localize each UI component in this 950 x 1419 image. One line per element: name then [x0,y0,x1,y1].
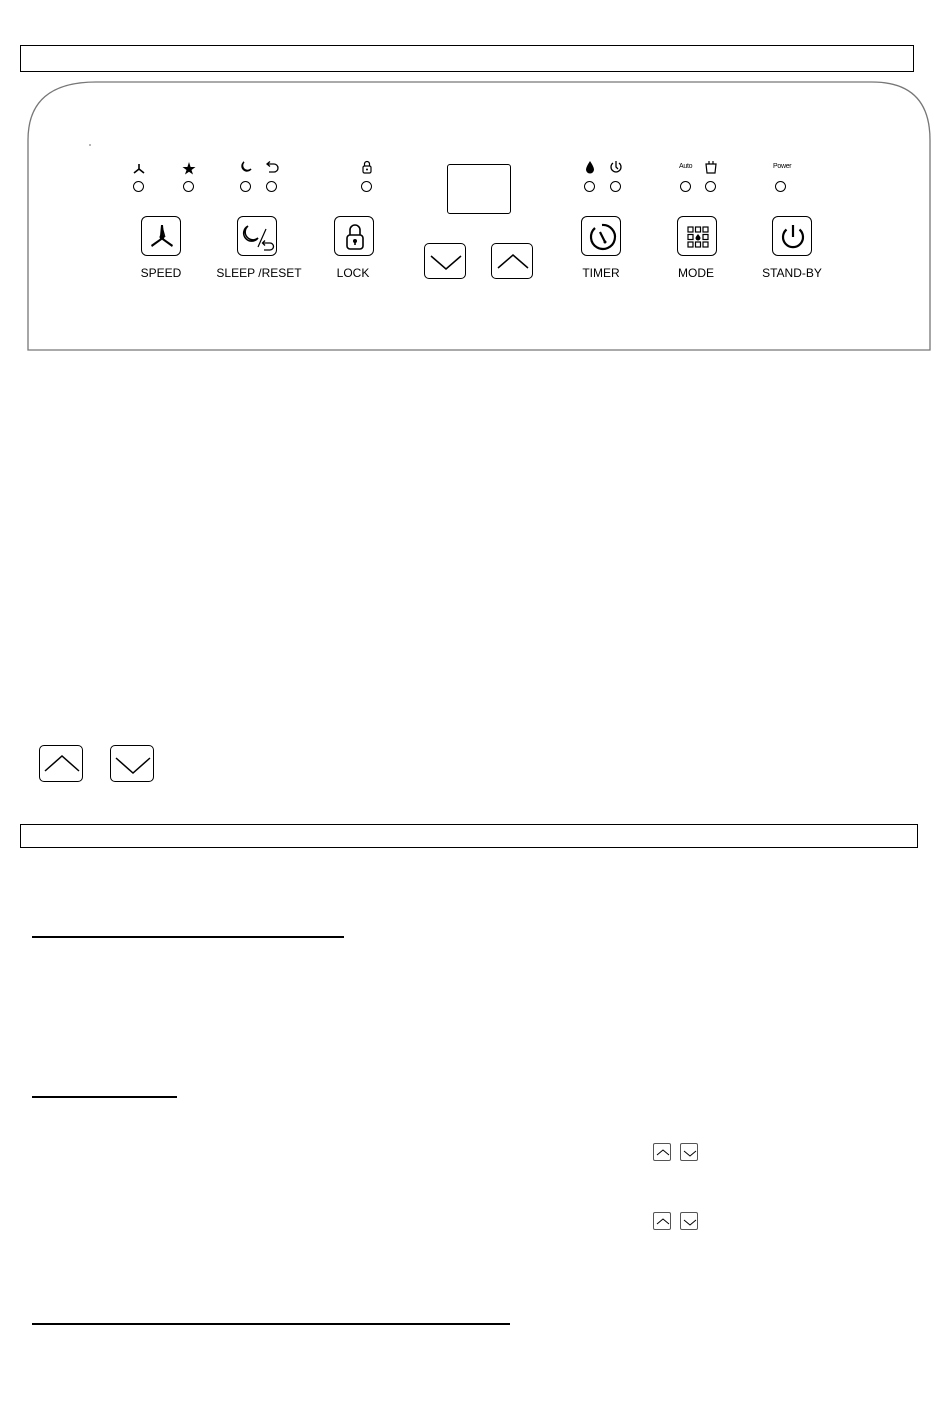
lock-button[interactable] [334,216,374,256]
chevron-up-icon [492,244,534,280]
laundry-icon [703,160,719,174]
chevron-down-icon [111,746,155,783]
water-drop-icon [582,160,598,174]
standby-button[interactable] [772,216,812,256]
timer-button[interactable] [581,216,621,256]
speed-low-led [133,181,144,192]
heading-underline-1 [32,936,344,938]
grid-icon [678,217,718,257]
auto-led [680,181,691,192]
reset-led [266,181,277,192]
speed-button-label: SPEED [140,266,182,280]
speed-high-led [183,181,194,192]
up-button[interactable] [491,243,533,279]
lock-button-label: LOCK [336,266,370,280]
chevron-down-icon [681,1213,699,1231]
lock-led [361,181,372,192]
inline-down-key-1 [680,1143,698,1161]
dehumidify-led [584,181,595,192]
standby-button-label: STAND-BY [762,266,822,280]
sleep-reset-button-label: SLEEP /RESET [216,266,302,280]
speed-button[interactable] [141,216,181,256]
inline-up-key-2 [653,1212,671,1230]
power-icon [773,217,813,257]
heading-underline-2 [32,1096,177,1098]
auto-indicator-label: Auto [679,163,693,170]
fan-icon [142,217,182,257]
sleep-reset-button[interactable] [237,216,277,256]
power-indicator-label: Power [773,163,792,170]
lock-icon [359,160,375,174]
timer-icon [582,217,622,257]
sleep-led [240,181,251,192]
chevron-down-icon [425,244,467,280]
sleep-moon-icon [238,217,278,257]
power-led [775,181,786,192]
lock-icon [335,217,375,257]
reset-arrow-icon [264,160,280,174]
timer-button-label: TIMER [582,266,620,280]
chevron-up-icon [654,1144,672,1162]
chevron-up-icon [40,746,84,783]
laundry-led [705,181,716,192]
chevron-down-icon [681,1144,699,1162]
timer-icon [608,160,624,174]
down-key-illustration [110,745,154,782]
inline-down-key-2 [680,1212,698,1230]
mode-button-label: MODE [678,266,714,280]
heading-underline-3 [32,1323,510,1325]
section-header-bar-middle [20,824,918,848]
fan-icon [131,161,147,175]
down-button[interactable] [424,243,466,279]
digital-display [447,164,511,214]
chevron-up-icon [654,1213,672,1231]
sleep-moon-icon [238,160,254,174]
star-fan-icon [181,161,197,175]
up-key-illustration [39,745,83,782]
mode-button[interactable] [677,216,717,256]
inline-up-key-1 [653,1143,671,1161]
timer-led [610,181,621,192]
